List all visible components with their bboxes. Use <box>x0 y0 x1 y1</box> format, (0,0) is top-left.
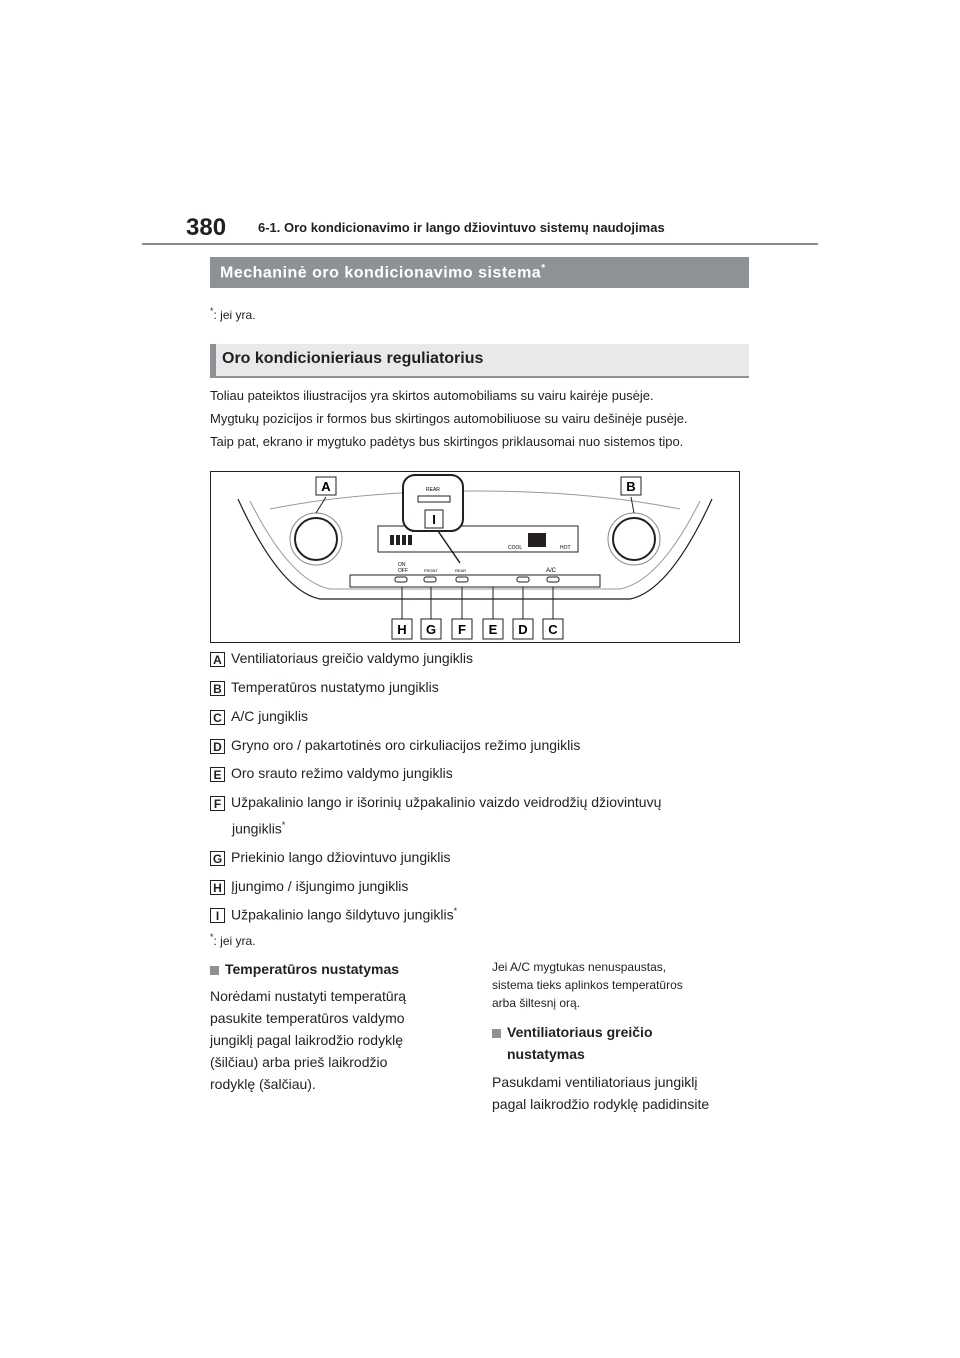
legend-text: Ventiliatoriaus greičio valdymo jungiklis <box>231 650 474 666</box>
legend-item <box>210 794 661 811</box>
temperature-line: jungiklį pagal laikrodžio rodyklę <box>210 1032 403 1048</box>
footnote-mark: * <box>210 306 214 316</box>
legend-item <box>210 878 408 895</box>
legend-item-continuation <box>232 820 285 837</box>
temperature-line: Norėdami nustatyti temperatūrą <box>210 988 407 1004</box>
hot-label: HOT <box>560 545 571 551</box>
intro-line-1: Toliau pateiktos iliustracijos yra skirtos automobiliams su vairu kairėje pusėje. <box>210 388 654 403</box>
legend-text: Temperatūros nustatymo jungiklis <box>231 679 439 695</box>
legend-text: Priekinio lango džiovintuvo jungiklis <box>231 849 451 865</box>
temperature-line: (šilčiau) arba prieš laikrodžio <box>210 1054 388 1070</box>
fan-speed-line: Pasukdami ventiliatoriaus jungiklį <box>492 1074 698 1090</box>
legend-item <box>210 765 453 782</box>
legend-key: A <box>210 652 225 667</box>
square-bullet-icon <box>492 1029 501 1038</box>
intro-line-3: Taip pat, ekrano ir mygtuko padėtys bus skirtingos priklausomai nuo sistemos tipo. <box>210 434 684 449</box>
callout-e: E <box>488 622 498 637</box>
legend-key: H <box>210 880 225 895</box>
footnote-bottom <box>210 932 256 948</box>
fan-speed-heading <box>492 1021 653 1043</box>
legend-item <box>210 849 450 866</box>
section-title-text: Mechaninė oro kondicionavimo sistema <box>220 264 542 282</box>
on-label: ON <box>398 562 406 568</box>
legend-key: B <box>210 681 225 696</box>
rear-label: REAR <box>455 568 467 573</box>
legend-text: jungiklis <box>232 820 282 837</box>
legend-mark: * <box>453 906 458 916</box>
fan-speed-heading-text: Ventiliatoriaus greičio <box>507 1024 653 1040</box>
running-title: 6-1. Oro kondicionavimo ir lango džiovintuvo sistemų naudojimas <box>258 220 665 235</box>
page-number: 380 <box>186 214 227 241</box>
temperature-heading-text: Temperatūros nustatymas <box>225 961 400 977</box>
legend-key: D <box>210 739 225 754</box>
section-title <box>220 263 546 282</box>
temperature-line: rodyklę (šalčiau). <box>210 1076 316 1092</box>
square-bullet-icon <box>210 966 219 975</box>
ac-note-line: Jei A/C mygtukas nenuspaustas, <box>492 960 667 974</box>
footnote-text: : jei yra. <box>213 934 256 948</box>
legend-key: F <box>210 796 225 811</box>
temperature-line: pasukite temperatūros valdymo <box>210 1010 405 1026</box>
legend-item <box>210 679 439 696</box>
footnote-top <box>210 306 256 322</box>
fan-speed-heading-cont: nustatymas <box>507 1046 585 1062</box>
legend-item <box>210 906 457 923</box>
legend-text: Oro srauto režimo valdymo jungiklis <box>231 765 453 781</box>
callout-i: I <box>432 512 436 527</box>
legend-text: A/C jungiklis <box>231 708 309 724</box>
rear-top-label: REAR <box>426 487 440 493</box>
front-label: FRONT <box>424 568 438 573</box>
ac-note-line: sistema tieks aplinkos temperatūros <box>492 978 683 992</box>
legend-text: Užpakalinio lango ir išorinių užpakalinio vaizdo veidrodžių džiovintuvų <box>231 794 662 810</box>
legend-item <box>210 737 580 754</box>
legend-text: Įjungimo / išjungimo jungiklis <box>231 878 409 894</box>
header-rule <box>142 243 818 245</box>
ac-note-line: arba šiltesnį orą. <box>492 996 581 1010</box>
callout-g: G <box>425 622 437 637</box>
figure-frame <box>211 472 740 643</box>
temp-indicator <box>528 533 546 547</box>
callout-d: D <box>518 622 528 637</box>
footnote-mark: * <box>210 932 214 942</box>
legend-key: E <box>210 767 225 782</box>
legend-key: C <box>210 710 225 725</box>
legend-item <box>210 708 308 725</box>
legend-text: Gryno oro / pakartotinės oro cirkuliacijos režimo jungiklis <box>231 737 581 753</box>
legend-mark: * <box>281 820 286 830</box>
cool-label: COOL <box>508 545 523 551</box>
callout-b: B <box>626 479 636 494</box>
control-panel-figure <box>210 471 740 643</box>
ac-label: A/C <box>546 568 557 574</box>
legend-text: Užpakalinio lango šildytuvo jungiklis <box>231 906 454 923</box>
intro-line-2: Mygtukų pozicijos ir formos bus skirtingos automobiliuose su vairu dešinėje pusėje. <box>210 411 688 426</box>
legend-item <box>210 650 473 667</box>
section-title-mark: * <box>541 263 546 274</box>
subsection-heading-bar <box>210 344 216 378</box>
callout-a: A <box>321 479 331 494</box>
legend-key: G <box>210 851 225 866</box>
callout-h: H <box>397 622 407 637</box>
off-label: OFF <box>398 568 408 574</box>
fan-speed-line: pagal laikrodžio rodyklę padidinsite <box>492 1096 710 1112</box>
legend-key: I <box>210 908 225 923</box>
footnote-text: : jei yra. <box>213 308 256 322</box>
subsection-title: Oro kondicionieriaus reguliatorius <box>222 350 484 367</box>
callout-f: F <box>458 622 466 637</box>
temperature-heading <box>210 958 399 980</box>
callout-c: C <box>548 622 558 637</box>
